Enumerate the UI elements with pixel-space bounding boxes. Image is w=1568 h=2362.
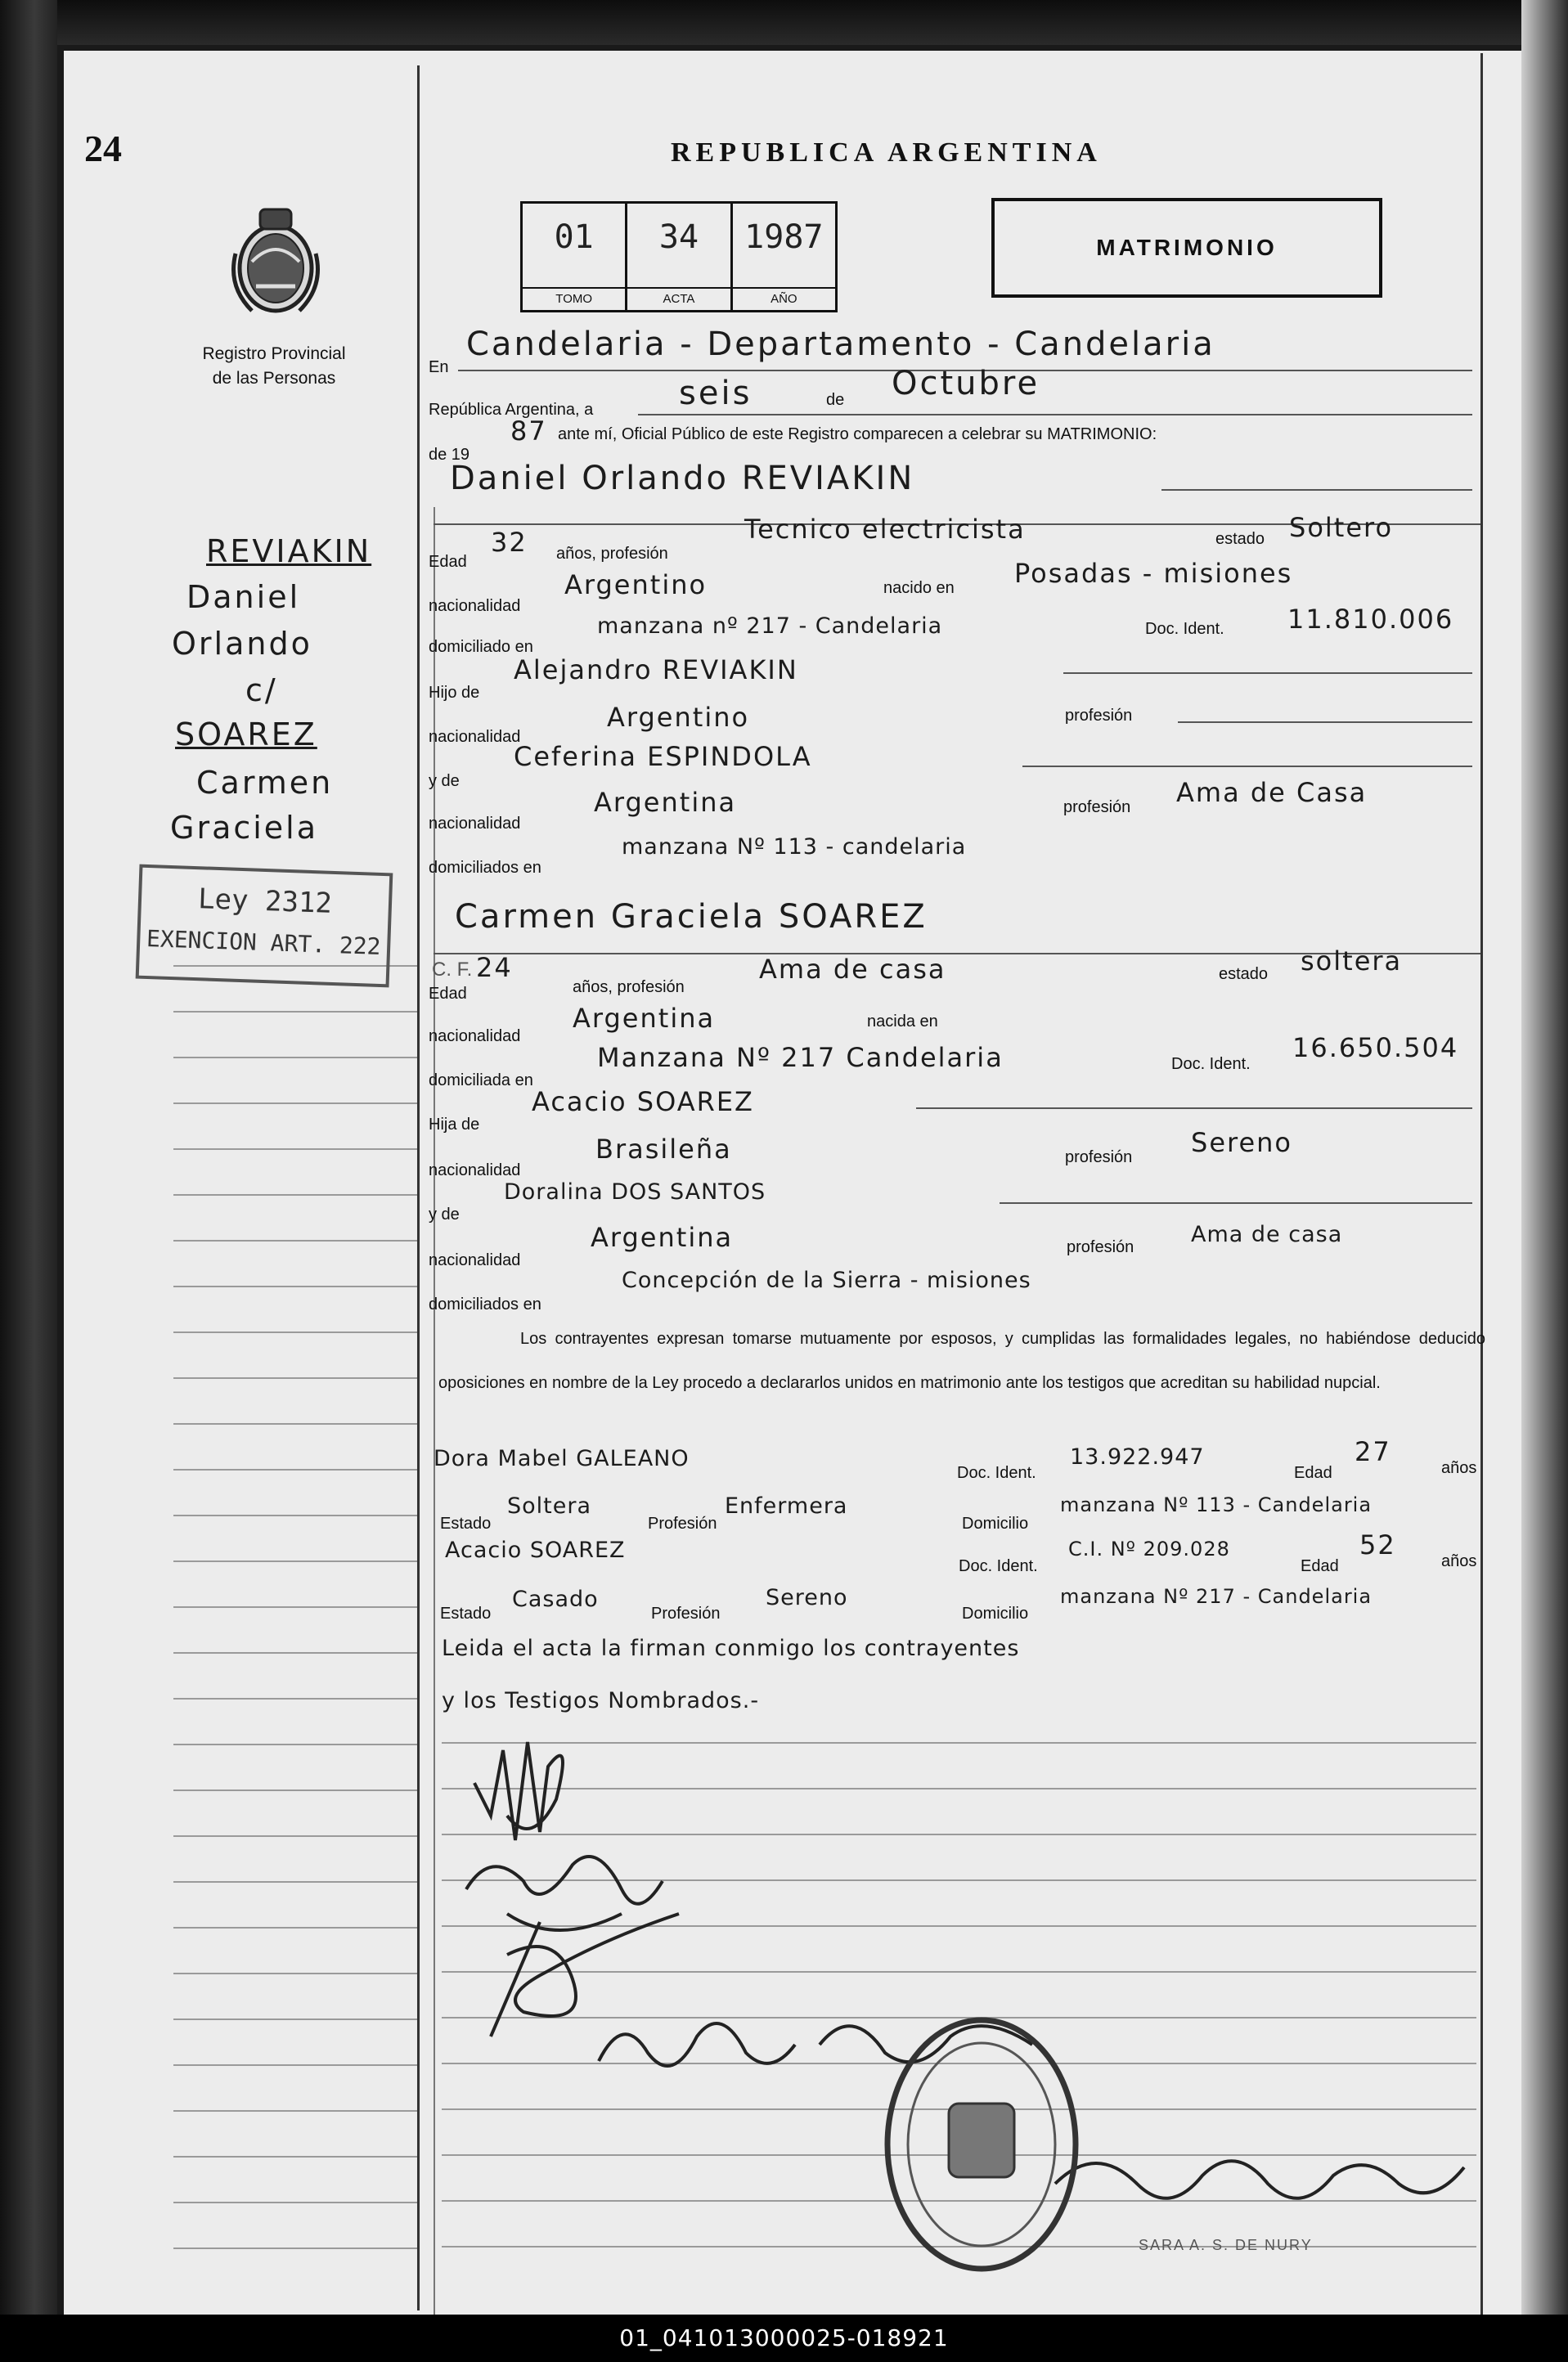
- label-novia-anos-profesion: años, profesión: [573, 978, 685, 996]
- label-novia-estado: estado: [1219, 965, 1269, 983]
- label-testigo1-edad: Edad: [1294, 1464, 1332, 1482]
- margin-ruled-line: [173, 1744, 419, 1745]
- margin-ruled-line: [173, 2064, 419, 2066]
- field-novia-doc: 16.650.504: [1292, 1032, 1459, 1063]
- margin-ruled-line: [173, 1652, 419, 1654]
- stamp-ley-text: Ley 2312: [197, 882, 333, 920]
- margin-name-4: Graciela: [170, 810, 319, 846]
- line-padre-novio: [1063, 672, 1472, 674]
- label-testigo1-anos: años: [1441, 1459, 1477, 1477]
- field-novia-edad: 24: [476, 952, 513, 983]
- tomo-cell: [523, 204, 627, 310]
- label-ante: ante mí, Oficial Público de este Registro comparecen a celebrar su MATRIMONIO:: [558, 425, 1157, 443]
- officer-name-stamp: SARA A. S. DE NURY: [1139, 2237, 1313, 2253]
- label-novia-domiciliada-en: domiciliada en: [429, 1071, 533, 1089]
- label-testigo2-domicilio: Domicilio: [962, 1605, 1029, 1623]
- field-testigo1-domicilio: manzana Nº 113 - Candelaria: [1060, 1493, 1373, 1516]
- field-padre-novia: Acacio SOAREZ: [532, 1086, 754, 1117]
- label-padre-novia-profesion: profesión: [1065, 1148, 1133, 1166]
- field-novio-domicilio: manzana nº 217 - Candelaria: [597, 613, 943, 639]
- field-novia-profesion: Ama de casa: [759, 954, 946, 985]
- field-novia-ce: C. F.: [432, 959, 473, 981]
- label-testigo1-doc: Doc. Ident.: [957, 1464, 1036, 1482]
- signature-oficial: [1047, 2135, 1472, 2225]
- field-novia-nombre: Carmen Graciela SOAREZ: [455, 898, 928, 936]
- field-testigo2-domicilio: manzana Nº 217 - Candelaria: [1060, 1585, 1373, 1608]
- margin-ruled-line: [173, 1377, 419, 1379]
- margin-conector: c/: [245, 672, 278, 708]
- label-testigo2-edad: Edad: [1301, 1557, 1339, 1575]
- margin-ruled-line: [173, 1835, 419, 1837]
- margin-divider: [417, 65, 420, 2310]
- scan-shadow-left: [0, 0, 57, 2315]
- margin-surname-novio: REVIAKIN: [206, 533, 372, 569]
- field-novio-profesion: Tecnico electricista: [744, 514, 1026, 545]
- acta-label: ACTA: [627, 287, 730, 310]
- margin-ruled-line: [173, 1286, 419, 1287]
- field-testigo1-edad: 27: [1355, 1436, 1391, 1467]
- coat-of-arms-icon: [227, 204, 324, 321]
- ano-label: AÑO: [733, 287, 835, 310]
- act-type-box: MATRIMONIO: [991, 198, 1382, 298]
- tomo-label: TOMO: [523, 287, 625, 310]
- margin-ruled-line: [173, 1194, 419, 1196]
- acta-value: 34: [658, 218, 699, 256]
- label-republica: República Argentina, a: [429, 401, 594, 419]
- label-novia-nacida-en: nacida en: [867, 1013, 938, 1031]
- field-mes: Octubre: [892, 365, 1040, 402]
- field-novio-estado: Soltero: [1289, 512, 1394, 543]
- field-madre-novia-nacionalidad: Argentina: [591, 1222, 734, 1253]
- label-padre-novio-nacionalidad: nacionalidad: [429, 728, 521, 746]
- field-madre-novio: Ceferina ESPINDOLA: [514, 741, 812, 772]
- margin-ruled-line: [173, 1011, 419, 1013]
- label-hija-de: Hija de: [429, 1116, 480, 1134]
- field-testigo1-doc: 13.922.947: [1070, 1444, 1205, 1470]
- acta-cell: [627, 204, 732, 310]
- label-hijo-de: Hijo de: [429, 684, 480, 702]
- field-padre-novia-nacionalidad: Brasileña: [595, 1134, 732, 1165]
- label-novio-nacionalidad: nacionalidad: [429, 597, 521, 615]
- field-novio-nacido-en: Posadas - misiones: [1014, 558, 1293, 589]
- label-y-de-novia: y de: [429, 1206, 460, 1224]
- label-novia-edad: Edad: [429, 985, 467, 1003]
- label-de-mes: de: [826, 391, 845, 409]
- field-padres-novia-domicilio: Concepción de la Sierra - misiones: [622, 1268, 1031, 1293]
- closing-line-2: y los Testigos Nombrados.-: [442, 1688, 760, 1713]
- field-padre-novio-nacionalidad: Argentino: [607, 702, 750, 733]
- margin-ruled-line: [173, 1057, 419, 1058]
- field-testigo2-doc: C.I. Nº 209.028: [1068, 1538, 1230, 1560]
- margin-ruled-line: [173, 2156, 419, 2158]
- ano-value: 1987: [744, 218, 824, 256]
- label-padre-novia-nacionalidad: nacionalidad: [429, 1161, 521, 1179]
- label-novio-anos-profesion: años, profesión: [556, 545, 668, 563]
- field-novio-edad: 32: [491, 527, 528, 558]
- field-ano: 87: [510, 415, 547, 447]
- line-madre-novio: [1022, 766, 1472, 767]
- declaration-text: Los contrayentes expresan tomarse mutuamente por esposos, y cumplidas las formalidades legales, no habiéndose deducido oposiciones en nombre de la Ley procedo a declararlos unidos en matrimonio ante los testigos que acreditan su habilidad nupcial.: [438, 1330, 1485, 1392]
- margin-ruled-line: [173, 1881, 419, 1883]
- margin-name-1: Daniel: [186, 579, 301, 615]
- label-y-de-novio: y de: [429, 772, 460, 790]
- ano-cell: [733, 204, 835, 310]
- field-testigo1-profesion: Enfermera: [725, 1493, 848, 1519]
- margin-ruled-line: [173, 1102, 419, 1104]
- field-dia: seis: [679, 375, 753, 412]
- margin-ruled-line: [173, 1423, 419, 1425]
- field-madre-novia-profesion: Ama de casa: [1191, 1222, 1343, 1247]
- line-padre-novio-profesion: [1178, 721, 1472, 723]
- field-lugar: Candelaria - Departamento - Candelaria: [466, 326, 1215, 363]
- margin-ruled-line: [173, 1606, 419, 1608]
- margin-ruled-line: [173, 1927, 419, 1929]
- label-padre-novio-profesion: profesión: [1065, 707, 1133, 725]
- field-novio-nombre: Daniel Orlando REVIAKIN: [450, 460, 915, 497]
- field-madre-novia: Doralina DOS SANTOS: [504, 1179, 766, 1205]
- margin-ruled-line: [173, 1331, 419, 1333]
- field-padre-novio: Alejandro REVIAKIN: [514, 654, 798, 685]
- margin-ruled-line: [173, 1240, 419, 1242]
- margin-name-2: Orlando: [172, 626, 312, 662]
- margin-ruled-line: [173, 1698, 419, 1700]
- label-novia-doc: Doc. Ident.: [1171, 1055, 1251, 1073]
- line-padre-novia: [916, 1107, 1472, 1109]
- label-testigo2-estado: Estado: [440, 1605, 492, 1623]
- margin-name-3: Carmen: [196, 765, 334, 801]
- scan-shadow-top: [0, 0, 1568, 45]
- margin-ruled-line: [173, 1469, 419, 1471]
- label-testigo1-estado: Estado: [440, 1515, 492, 1533]
- label-testigo2-doc: Doc. Ident.: [959, 1557, 1038, 1575]
- margin-ruled-line: [173, 1515, 419, 1516]
- stamp-exencion-text: EXENCION ART. 222: [146, 924, 382, 960]
- label-novia-nacionalidad: nacionalidad: [429, 1027, 521, 1045]
- field-novia-estado: soltera: [1301, 945, 1403, 977]
- field-testigo1-estado: Soltera: [507, 1493, 592, 1519]
- field-madre-novio-nacionalidad: Argentina: [594, 787, 737, 818]
- label-madre-novio-nacionalidad: nacionalidad: [429, 815, 521, 833]
- field-novio-nacionalidad: Argentino: [564, 569, 708, 600]
- label-testigo2-anos: años: [1441, 1552, 1477, 1570]
- registry-label-line-1: Registro Provincial: [202, 344, 346, 363]
- ley-exemption-stamp: [136, 864, 393, 988]
- margin-ruled-line: [173, 2247, 419, 2249]
- label-padres-novio-domiciliados: domiciliados en: [429, 859, 541, 877]
- folio-number: 24: [84, 128, 122, 169]
- margin-surname-novia: SOAREZ: [175, 716, 317, 752]
- closing-line-1: Leida el acta la firman conmigo los contrayentes: [442, 1636, 1020, 1661]
- label-testigo1-profesion: Profesión: [648, 1515, 717, 1533]
- margin-ruled-line: [173, 2202, 419, 2203]
- field-novia-domicilio: Manzana Nº 217 Candelaria: [597, 1042, 1004, 1073]
- label-madre-novio-profesion: profesión: [1063, 798, 1131, 816]
- field-madre-novio-profesion: Ama de Casa: [1176, 777, 1368, 808]
- tomo-value: 01: [554, 218, 594, 256]
- field-testigo2-edad: 52: [1359, 1529, 1396, 1560]
- margin-ruled-line: [173, 1789, 419, 1791]
- registry-label: [164, 342, 384, 391]
- margin-ruled-line: [173, 2018, 419, 2020]
- line-madre-novia: [1000, 1202, 1472, 1204]
- margin-ruled-line: [173, 1560, 419, 1562]
- label-padres-novia-domiciliados: domiciliados en: [429, 1296, 541, 1313]
- line-novio: [1161, 489, 1472, 491]
- label-novio-domiciliado-en: domiciliado en: [429, 638, 533, 656]
- field-novia-nacionalidad: Argentina: [573, 1003, 716, 1034]
- label-testigo1-domicilio: Domicilio: [962, 1515, 1029, 1533]
- official-seal-icon: [882, 2014, 1081, 2275]
- margin-ruled-line: [173, 1973, 419, 1974]
- margin-ruled-line: [173, 2110, 419, 2112]
- label-de19: de 19: [429, 446, 470, 464]
- label-novio-edad: Edad: [429, 553, 467, 571]
- scan-shadow-right: [1521, 0, 1568, 2315]
- book-reference-box: [520, 201, 838, 312]
- label-testigo2-profesion: Profesión: [651, 1605, 721, 1623]
- label-madre-novia-nacionalidad: nacionalidad: [429, 1251, 521, 1269]
- field-padre-novia-profesion: Sereno: [1191, 1127, 1292, 1158]
- field-novio-doc: 11.810.006: [1287, 604, 1454, 635]
- label-en: En: [429, 358, 449, 376]
- field-testigo2-nombre: Acacio SOAREZ: [445, 1538, 626, 1563]
- registry-label-line-2: de las Personas: [212, 369, 336, 388]
- field-testigo1-nombre: Dora Mabel GALEANO: [434, 1446, 690, 1471]
- country-header: REPUBLICA ARGENTINA: [671, 137, 1102, 168]
- field-padres-novio-domicilio: manzana Nº 113 - candelaria: [622, 834, 967, 860]
- label-novio-estado: estado: [1215, 530, 1265, 548]
- file-id-label: 01_041013000025-018921: [619, 2324, 949, 2351]
- margin-ruled-line: [173, 1148, 419, 1150]
- label-madre-novia-profesion: profesión: [1067, 1238, 1134, 1256]
- field-testigo2-estado: Casado: [512, 1587, 599, 1612]
- label-novio-doc: Doc. Ident.: [1145, 620, 1224, 638]
- field-testigo2-profesion: Sereno: [766, 1585, 848, 1610]
- label-novio-nacido-en: nacido en: [883, 579, 955, 597]
- line-fecha: [638, 414, 1472, 415]
- body-right-rule: [1480, 53, 1483, 2315]
